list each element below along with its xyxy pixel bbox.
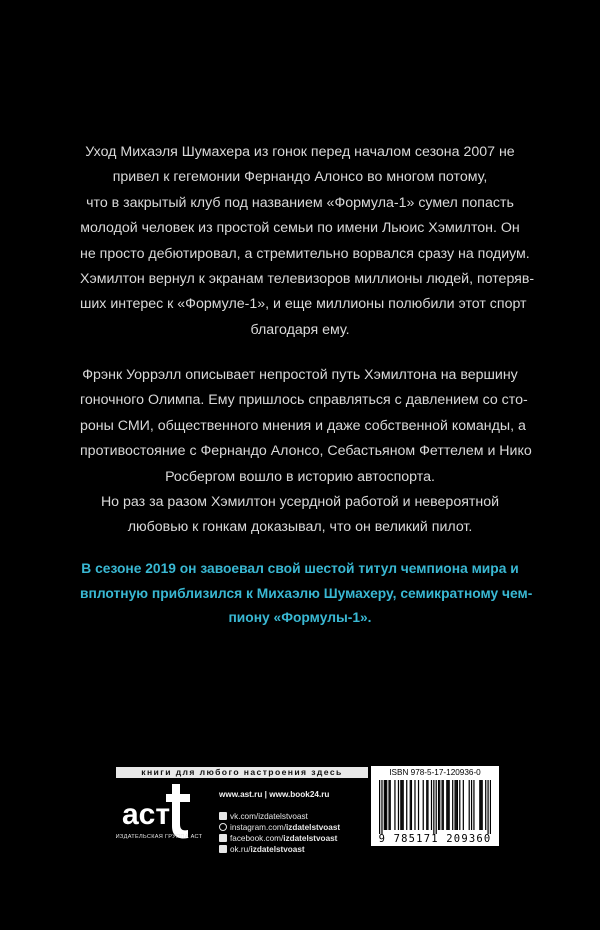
ok-prefix: ok.ru/ [230, 845, 251, 854]
barcode-bar [436, 780, 437, 834]
publisher-tagline: книги для любого настроения здесь [116, 767, 368, 778]
barcode-bar [471, 780, 472, 830]
barcode-bar [473, 780, 474, 830]
barcode-bar [482, 780, 483, 830]
highlight-paragraph [80, 557, 533, 631]
barcode-bar [385, 780, 386, 830]
annotation-line: Фрэнк Уоррэлл описывает непростой путь Хэмилтона на вершину [82, 367, 518, 383]
annotation-line: Уход Михаэля Шумахера из гонок перед началом сезона 2007 не [85, 144, 515, 160]
barcode-bar [480, 780, 481, 830]
annotation-line: благодаря ему. [250, 321, 350, 338]
vk-icon [219, 812, 227, 820]
barcode-bar [386, 780, 387, 830]
highlight-line: пиону «Формулы-1». [228, 610, 372, 626]
annotation-line: ших интерес к «Формуле-1», и еще миллионы полюбили этот спорт [80, 296, 527, 313]
barcode-bars [379, 780, 491, 834]
barcode-bar [394, 780, 395, 830]
annotation-paragraph-2 [80, 363, 532, 541]
annotation-line: привел к гегемонии Фернандо Алонсо во многом потому, [112, 169, 488, 186]
barcode-bar [411, 780, 412, 830]
annotation-line: молодой человек из простой семьи по имени Льюис Хэмилтон. Он [80, 220, 520, 237]
barcode-bar [487, 780, 488, 834]
facebook-prefix: facebook.com/ [230, 834, 284, 843]
highlight-line: В сезоне 2019 он завоевал свой шестой титул чемпиона мира и [81, 561, 519, 576]
barcode-bar [418, 780, 419, 830]
barcode-bar [384, 780, 385, 830]
isbn-label: ISBN 978-5-17-120936-0 [389, 768, 481, 777]
instagram-prefix: instagram.com/ [230, 823, 286, 832]
barcode-bar [469, 780, 470, 830]
barcode-bar [490, 780, 491, 834]
barcode-bar [427, 780, 428, 830]
vk-link[interactable] [219, 812, 308, 821]
publisher-logo [120, 780, 198, 840]
barcode-bar [414, 780, 415, 830]
barcode-bar [446, 780, 447, 830]
facebook-handle: izdatelstvoast [283, 834, 338, 843]
annotation-line: Росбергом вошло в историю автоспорта. [165, 468, 435, 485]
facebook-icon [219, 834, 227, 842]
highlight-line: вплотную приблизился к Михаэлю Шумахеру, семикратному чем- [80, 585, 533, 601]
annotation-line: любовью к гонкам доказывал, что он великий пилот. [127, 519, 473, 536]
annotation-line: противостояние с Фернандо Алонсо, Себастьяном Феттелем и Нико [80, 443, 532, 460]
ok-handle: izdatelstvoast [250, 845, 305, 854]
barcode-panel [371, 766, 499, 846]
barcode-bar [381, 780, 382, 834]
vk-link-text: vk.com/izdatelstvoast [230, 812, 308, 821]
barcode-bar [400, 780, 401, 830]
annotation-line: Но раз за разом Хэмилтон усердной работой и невероятной [100, 494, 500, 511]
logo-lettering: аст [122, 798, 171, 831]
barcode-bar [459, 780, 460, 830]
barcode-bar [410, 780, 411, 830]
barcode-bar [479, 780, 480, 830]
barcode-bar [457, 780, 458, 830]
barcode-bar [439, 780, 440, 830]
barcode-bar [447, 780, 448, 830]
barcode-bar [423, 780, 424, 830]
barcode-bar [406, 780, 407, 830]
publisher-caption: ИЗДАТЕЛЬСКАЯ ГРУППА АСТ [115, 834, 203, 840]
barcode-bar [388, 780, 389, 830]
barcode-bar [390, 780, 391, 830]
annotation-paragraph-1 [80, 140, 535, 343]
barcode-bar [441, 780, 442, 830]
instagram-icon [219, 823, 227, 831]
barcode-bar [398, 780, 399, 830]
odnoklassniki-icon [219, 845, 227, 853]
barcode-bar [433, 780, 434, 834]
publisher-websites[interactable]: www.ast.ru | www.book24.ru [219, 790, 330, 799]
barcode-digits: 9 785171 209360 [378, 833, 492, 845]
barcode-bar [379, 780, 380, 834]
annotation-line: что в закрытый клуб под названием «Формула-1» сумел попасть [86, 194, 514, 211]
annotation-line: гоночного Олимпа. Ему пришлось справляться с давлением со сто- [80, 392, 528, 409]
barcode-bar [443, 780, 444, 830]
instagram-handle: izdatelstvoast [285, 823, 341, 832]
barcode-bar [403, 780, 404, 830]
barcode-bar [463, 780, 464, 830]
ok-link[interactable] [219, 845, 305, 854]
annotation-line: роны СМИ, общественного мнения и даже собственной команды, а [80, 417, 526, 434]
annotation-line: не просто дебютировал, а стремительно ворвался сразу на подиум. [80, 245, 530, 262]
barcode-bar [426, 780, 427, 830]
barcode-bar [449, 780, 450, 830]
barcode-bar [401, 780, 402, 830]
barcode-bar [454, 780, 455, 830]
barcode-bar [485, 780, 486, 830]
barcode-bar [431, 780, 432, 830]
instagram-link[interactable] [219, 823, 340, 832]
annotation-line: Хэмилтон вернул к экранам телевизоров миллионы людей, потеряв- [80, 271, 535, 288]
facebook-link[interactable] [219, 834, 337, 843]
barcode-bar [456, 780, 457, 830]
barcode-bar [438, 780, 439, 830]
barcode-bar [452, 780, 453, 830]
